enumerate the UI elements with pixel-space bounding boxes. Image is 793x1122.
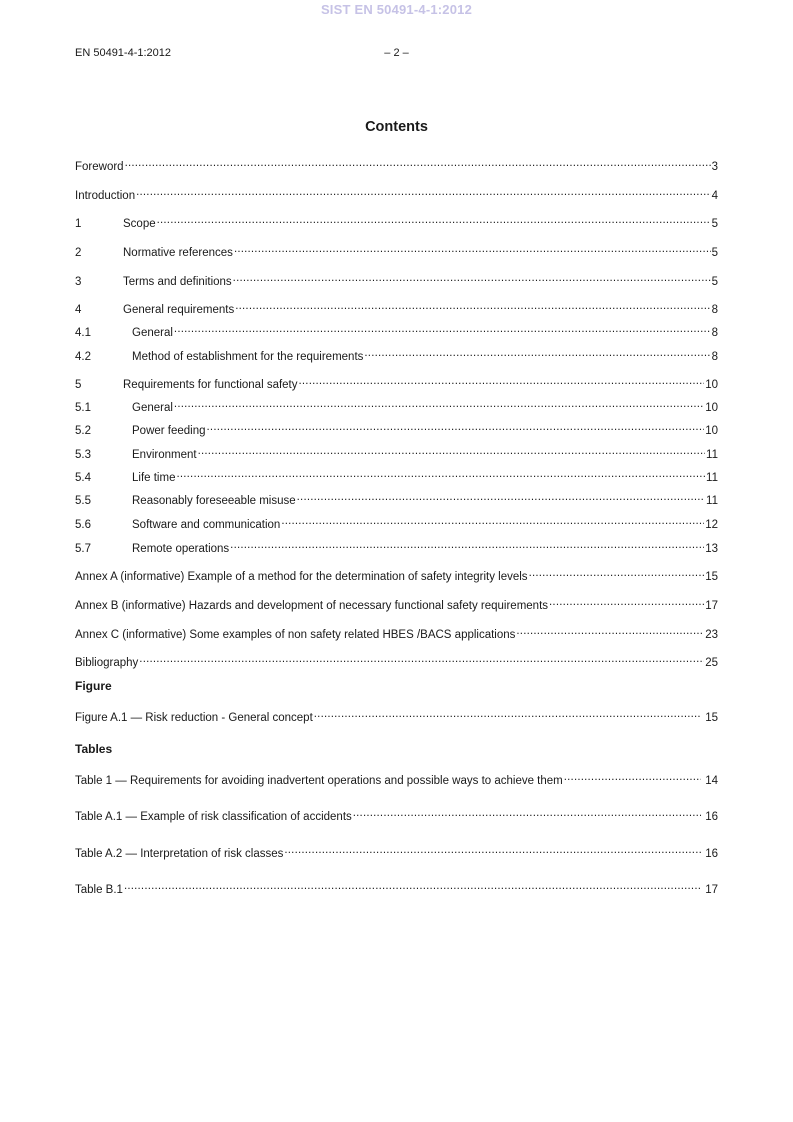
toc-entry-5-4[interactable] — [75, 467, 718, 485]
toc-entry-5[interactable] — [75, 374, 718, 392]
toc-page: 3 — [711, 161, 718, 173]
toc-label: Table A.2 — Interpretation of risk classes — [75, 848, 284, 860]
toc-entry-5-6[interactable] — [75, 514, 718, 532]
toc-page: 10 — [705, 425, 718, 437]
toc-label: Annex B (informative) Hazards and development of necessary functional safety requirements — [75, 600, 549, 612]
toc-page: 14 — [705, 775, 718, 787]
toc-number: 3 — [75, 276, 82, 288]
toc-leader — [299, 374, 705, 388]
page-title: Contents — [365, 119, 428, 135]
toc-entry-5-2[interactable] — [75, 420, 718, 438]
toc-label: Scope — [123, 218, 156, 230]
toc-entry-introduction[interactable] — [75, 185, 718, 203]
toc-number: 5.6 — [75, 519, 91, 531]
toc-entry-figure-a1[interactable] — [75, 707, 718, 725]
toc-leader — [233, 271, 711, 285]
toc-number: 5.7 — [75, 543, 91, 555]
toc-label: Figure A.1 — Risk reduction - General concept — [75, 712, 313, 724]
toc-label: Introduction — [75, 190, 136, 202]
toc-label: Table A.1 — Example of risk classification of accidents — [75, 811, 352, 823]
toc-leader — [230, 538, 704, 552]
toc-entry-table-1[interactable] — [75, 770, 718, 788]
toc-label: Annex C (informative) Some examples of non safety related HBES /BACS applications — [75, 629, 516, 641]
toc-label: Environment — [132, 449, 197, 461]
toc-label: General — [132, 402, 173, 414]
toc-entry-table-a2[interactable] — [75, 843, 718, 861]
toc-page: 10 — [705, 379, 718, 391]
toc-label: Bibliography — [75, 657, 139, 669]
toc-entry-annex-a[interactable] — [75, 566, 718, 584]
toc-entry-4-2[interactable] — [75, 346, 718, 364]
toc-leader — [174, 322, 711, 336]
toc-page: 11 — [706, 495, 718, 507]
toc-page: 17 — [705, 600, 718, 612]
toc-label: Power feeding — [132, 425, 206, 437]
toc-label: Table B.1 — [75, 884, 123, 896]
toc-leader — [136, 185, 710, 199]
toc-entry-4[interactable] — [75, 299, 718, 317]
toc-number: 5 — [75, 379, 82, 391]
toc-leader — [124, 879, 701, 893]
toc-leader — [364, 346, 710, 360]
toc-label: Requirements for functional safety — [123, 379, 298, 391]
toc-number: 5.4 — [75, 472, 91, 484]
toc-entry-5-7[interactable] — [75, 538, 718, 556]
toc-entry-5-1[interactable] — [75, 397, 718, 415]
toc-label: Reasonably foreseeable misuse — [132, 495, 296, 507]
toc-entry-5-5[interactable] — [75, 490, 718, 508]
toc-page: 4 — [711, 190, 718, 202]
toc-label: Table 1 — Requirements for avoiding inadvertent operations and possible ways to achieve them — [75, 775, 563, 787]
toc-leader — [125, 156, 711, 170]
toc-leader — [139, 652, 704, 666]
toc-label: Remote operations — [132, 543, 230, 555]
toc-number: 5.2 — [75, 425, 91, 437]
toc-leader — [529, 566, 705, 580]
toc-number: 4.1 — [75, 327, 91, 339]
toc-number: 4 — [75, 304, 82, 316]
header-doc-id: EN 50491-4-1:2012 — [75, 47, 172, 59]
toc-page: 8 — [711, 304, 718, 316]
toc-entry-table-b1[interactable] — [75, 879, 718, 897]
toc-label: General requirements — [123, 304, 235, 316]
toc-page: 23 — [705, 629, 718, 641]
toc-entry-foreword[interactable] — [75, 156, 718, 174]
toc-number: 2 — [75, 247, 82, 259]
toc-page: 13 — [705, 543, 718, 555]
toc-page: 5 — [711, 276, 718, 288]
toc-number: 5.1 — [75, 402, 91, 414]
toc-number: 5.5 — [75, 495, 91, 507]
toc-page: 16 — [705, 848, 718, 860]
toc-page: 10 — [705, 402, 718, 414]
toc-entry-5-3[interactable] — [75, 444, 718, 462]
toc-page: 16 — [705, 811, 718, 823]
watermark: SIST EN 50491-4-1:2012 — [320, 2, 473, 17]
toc-page: 15 — [705, 571, 718, 583]
toc-entry-annex-b[interactable] — [75, 595, 718, 613]
toc-entry-4-1[interactable] — [75, 322, 718, 340]
toc-entry-bibliography[interactable] — [75, 652, 718, 670]
toc-leader — [297, 490, 705, 504]
figures-heading: Figure — [75, 679, 112, 693]
toc-label: Annex A (informative) Example of a method for the determination of safety integrity levels — [75, 571, 528, 583]
toc-leader — [234, 242, 711, 256]
toc-leader — [207, 420, 705, 434]
toc-leader — [281, 514, 704, 528]
toc-leader — [198, 444, 705, 458]
toc-label: Life time — [132, 472, 176, 484]
toc-label: Terms and definitions — [123, 276, 232, 288]
toc-entry-table-a1[interactable] — [75, 806, 718, 824]
tables-heading: Tables — [75, 742, 113, 756]
toc-number: 1 — [75, 218, 82, 230]
toc-page: 12 — [705, 519, 718, 531]
toc-page: 5 — [711, 247, 718, 259]
toc-leader — [314, 707, 701, 721]
toc-page: 17 — [705, 884, 718, 896]
toc-entry-3[interactable] — [75, 271, 718, 289]
toc-label: Method of establishment for the requirements — [132, 351, 364, 363]
toc-page: 5 — [711, 218, 718, 230]
toc-page: 25 — [705, 657, 718, 669]
toc-leader — [157, 213, 711, 227]
toc-entry-annex-c[interactable] — [75, 624, 718, 642]
toc-entry-1[interactable] — [75, 213, 718, 231]
toc-leader — [176, 467, 705, 481]
toc-page: 15 — [705, 712, 718, 724]
toc-number: 4.2 — [75, 351, 91, 363]
toc-entry-2[interactable] — [75, 242, 718, 260]
toc-leader — [516, 624, 704, 638]
toc-label: General — [132, 327, 173, 339]
toc-label: Software and communication — [132, 519, 281, 531]
toc-number: 5.3 — [75, 449, 91, 461]
toc-page: 11 — [706, 472, 718, 484]
toc-label: Normative references — [123, 247, 233, 259]
toc-leader — [235, 299, 710, 313]
toc-leader — [284, 843, 701, 857]
toc-page: 11 — [706, 449, 718, 461]
header-page-number: – 2 – — [384, 47, 409, 59]
toc-label: Foreword — [75, 161, 124, 173]
toc-leader — [353, 806, 701, 820]
toc-leader — [564, 770, 701, 784]
toc-page: 8 — [711, 351, 718, 363]
toc-page: 8 — [711, 327, 718, 339]
toc-leader — [549, 595, 704, 609]
toc-leader — [174, 397, 704, 411]
